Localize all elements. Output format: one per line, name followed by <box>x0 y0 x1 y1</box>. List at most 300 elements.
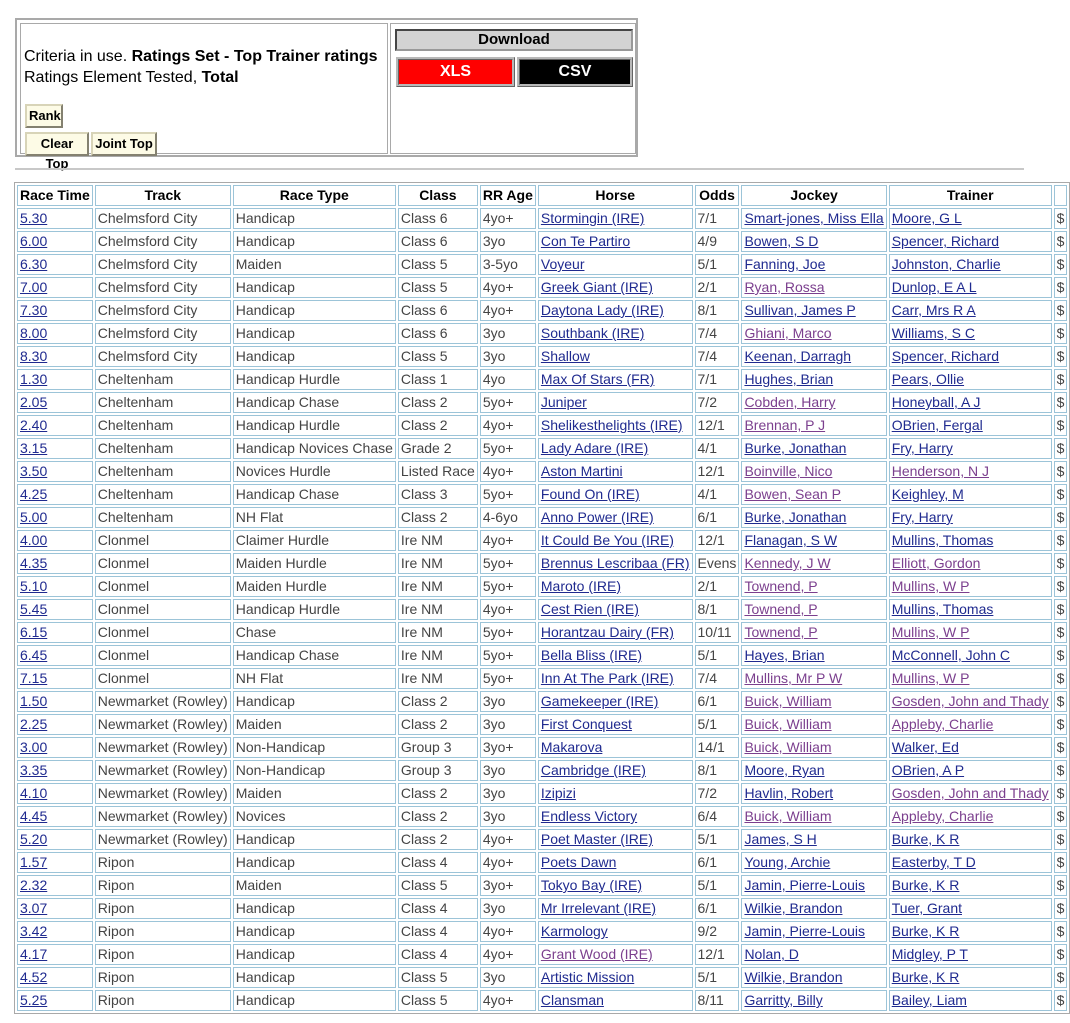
jockey-link[interactable]: Smart-jones, Miss Ella <box>744 210 884 226</box>
jockey-link[interactable]: James, S H <box>744 831 817 847</box>
trainer-link[interactable]: OBrien, A P <box>891 762 965 778</box>
race-time-cell <box>17 484 93 505</box>
rr-age-cell: 5yo+ <box>480 553 536 574</box>
rr-age-cell: 5yo+ <box>480 668 536 689</box>
race-type-cell: Maiden <box>233 254 396 275</box>
download-csv-button[interactable]: CSV <box>517 57 633 87</box>
race-type-cell: Handicap Novices Chase <box>233 438 396 459</box>
jockey-cell <box>741 852 886 873</box>
jockey-link[interactable]: Ryan, Rossa <box>744 279 825 295</box>
odds-cell: 7/4 <box>695 323 740 344</box>
horse-link[interactable]: Cest Rien (IRE) <box>540 601 639 617</box>
trainer-link[interactable]: Gosden, John and Thady <box>891 693 1049 709</box>
jockey-link[interactable]: Mullins, Mr P W <box>744 670 843 686</box>
class-cell: Ire NM <box>398 530 478 551</box>
trainer-link[interactable]: Easterby, T D <box>891 854 976 870</box>
horse-link[interactable]: Con Te Partiro <box>540 233 631 249</box>
race-time-link[interactable]: 6.45 <box>20 647 48 663</box>
horse-cell <box>538 369 693 390</box>
race-time-cell <box>17 921 93 942</box>
class-cell: Class 6 <box>398 208 478 229</box>
extra-cell: $ <box>1054 852 1068 873</box>
track-cell: Clonmel <box>95 599 231 620</box>
odds-cell: 8/11 <box>695 990 740 1011</box>
trainer-link[interactable]: McConnell, John C <box>891 647 1010 663</box>
trainer-link[interactable]: Spencer, Richard <box>891 233 1000 249</box>
jockey-cell <box>741 875 886 896</box>
jockey-link[interactable]: Garritty, Billy <box>744 992 823 1008</box>
rr-age-cell: 4yo+ <box>480 829 536 850</box>
jockey-cell <box>741 645 886 666</box>
race-time-link[interactable]: 3.42 <box>20 923 48 939</box>
race-time-cell <box>17 461 93 482</box>
jockey-cell <box>741 415 886 436</box>
jockey-cell <box>741 438 886 459</box>
race-time-cell <box>17 691 93 712</box>
table-row <box>17 921 1067 942</box>
trainer-link[interactable]: Mullins, W P <box>891 624 970 640</box>
race-time-cell <box>17 346 93 367</box>
horse-link[interactable]: Aston Martini <box>540 463 623 479</box>
class-cell: Ire NM <box>398 553 478 574</box>
odds-cell: 2/1 <box>695 576 740 597</box>
jockey-cell <box>741 369 886 390</box>
rr-age-cell: 4yo+ <box>480 921 536 942</box>
race-time-cell <box>17 392 93 413</box>
race-time-link[interactable]: 7.00 <box>20 279 48 295</box>
race-type-cell: Handicap <box>233 944 396 965</box>
race-time-link[interactable]: 1.57 <box>20 854 48 870</box>
trainer-link[interactable]: Mullins, W P <box>891 578 970 594</box>
extra-cell: $ <box>1054 300 1068 321</box>
class-cell: Class 4 <box>398 921 478 942</box>
rr-age-cell: 3yo <box>480 967 536 988</box>
race-time-cell <box>17 254 93 275</box>
race-time-link[interactable]: 5.30 <box>20 210 48 226</box>
extra-cell: $ <box>1054 967 1068 988</box>
extra-cell: $ <box>1054 254 1068 275</box>
jockey-cell <box>741 783 886 804</box>
trainer-cell <box>889 530 1052 551</box>
race-type-cell: NH Flat <box>233 668 396 689</box>
jockey-link[interactable]: Bowen, S D <box>744 233 819 249</box>
race-type-cell: Handicap <box>233 967 396 988</box>
race-time-link[interactable]: 3.07 <box>20 900 48 916</box>
race-time-link[interactable]: 7.15 <box>20 670 48 686</box>
race-time-link[interactable]: 8.30 <box>20 348 48 364</box>
jockey-link[interactable]: Burke, Jonathan <box>744 509 847 525</box>
trainer-cell <box>889 760 1052 781</box>
rr-age-cell: 3yo <box>480 806 536 827</box>
trainer-cell <box>889 461 1052 482</box>
race-time-link[interactable]: 2.32 <box>20 877 48 893</box>
jockey-cell <box>741 346 886 367</box>
race-type-cell: Handicap <box>233 346 396 367</box>
odds-cell: 8/1 <box>695 599 740 620</box>
trainer-cell <box>889 898 1052 919</box>
trainer-link[interactable]: Mullins, Thomas <box>891 601 994 617</box>
horse-link[interactable]: Juniper <box>540 394 587 410</box>
class-cell: Class 5 <box>398 346 478 367</box>
trainer-link[interactable]: Moore, G L <box>891 210 962 226</box>
jockey-link[interactable]: Ghiani, Marco <box>744 325 832 341</box>
track-cell: Cheltenham <box>95 369 231 390</box>
jockey-cell <box>741 254 886 275</box>
section-divider <box>15 168 1024 170</box>
horse-cell <box>538 990 693 1011</box>
race-time-link[interactable]: 4.35 <box>20 555 48 571</box>
column-header-extra <box>1054 185 1068 206</box>
race-time-link[interactable]: 5.00 <box>20 509 48 525</box>
race-time-link[interactable]: 3.00 <box>20 739 48 755</box>
criteria-prefix: Criteria in use. <box>24 48 132 65</box>
rr-age-cell: 3yo <box>480 783 536 804</box>
trainer-cell <box>889 645 1052 666</box>
horse-link[interactable]: Gamekeeper (IRE) <box>540 693 659 709</box>
class-cell: Class 2 <box>398 714 478 735</box>
table-row <box>17 208 1067 229</box>
criteria-info-cell <box>20 23 388 171</box>
race-time-link[interactable]: 3.50 <box>20 463 48 479</box>
race-type-cell: Handicap Chase <box>233 645 396 666</box>
horse-link[interactable]: Clansman <box>540 992 604 1008</box>
race-type-cell: Handicap Chase <box>233 484 396 505</box>
class-cell: Class 2 <box>398 392 478 413</box>
extra-cell: $ <box>1054 346 1068 367</box>
race-type-cell: Handicap <box>233 829 396 850</box>
race-time-link[interactable]: 3.35 <box>20 762 48 778</box>
trainer-cell <box>889 783 1052 804</box>
trainer-link[interactable]: Gosden, John and Thady <box>891 785 1049 801</box>
race-type-cell: Maiden Hurdle <box>233 576 396 597</box>
rr-age-cell: 4yo+ <box>480 530 536 551</box>
trainer-link[interactable]: Burke, K R <box>891 969 960 985</box>
table-row <box>17 323 1067 344</box>
trainer-cell <box>889 484 1052 505</box>
class-cell: Class 2 <box>398 691 478 712</box>
race-type-cell: Handicap <box>233 300 396 321</box>
rank-button[interactable]: Rank <box>25 104 63 128</box>
trainer-link[interactable]: Fry, Harry <box>891 509 953 525</box>
download-xls-button[interactable]: XLS <box>396 57 515 87</box>
rr-age-cell: 4yo+ <box>480 944 536 965</box>
horse-link[interactable]: Found On (IRE) <box>540 486 640 502</box>
horse-link[interactable]: Southbank (IRE) <box>540 325 645 341</box>
race-type-cell: Novices Hurdle <box>233 461 396 482</box>
race-time-link[interactable]: 5.25 <box>20 992 48 1008</box>
extra-cell: $ <box>1054 645 1068 666</box>
trainer-link[interactable]: Mullins, Thomas <box>891 532 994 548</box>
class-cell: Class 2 <box>398 507 478 528</box>
jockey-link[interactable]: Burke, Jonathan <box>744 440 847 456</box>
horse-cell <box>538 921 693 942</box>
horse-cell <box>538 415 693 436</box>
race-time-link[interactable]: 8.00 <box>20 325 48 341</box>
track-cell: Chelmsford City <box>95 254 231 275</box>
trainer-cell <box>889 921 1052 942</box>
jockey-link[interactable]: Cobden, Harry <box>744 394 836 410</box>
horse-link[interactable]: Voyeur <box>540 256 585 272</box>
horse-link[interactable]: Horantzau Dairy (FR) <box>540 624 674 640</box>
table-row <box>17 829 1067 850</box>
trainer-link[interactable]: Williams, S C <box>891 325 975 341</box>
download-cell <box>390 23 636 154</box>
trainer-link[interactable]: Walker, Ed <box>891 739 959 755</box>
rr-age-cell: 5yo+ <box>480 392 536 413</box>
class-cell: Class 2 <box>398 415 478 436</box>
jockey-link[interactable]: Sullivan, James P <box>744 302 856 318</box>
race-time-link[interactable]: 6.00 <box>20 233 48 249</box>
race-type-cell: Handicap <box>233 898 396 919</box>
trainer-cell <box>889 553 1052 574</box>
jockey-link[interactable]: Jamin, Pierre-Louis <box>744 877 866 893</box>
horse-link[interactable]: Mr Irrelevant (IRE) <box>540 900 657 916</box>
race-time-cell <box>17 438 93 459</box>
trainer-link[interactable]: Keighley, M <box>891 486 964 502</box>
trainer-cell <box>889 576 1052 597</box>
jockey-cell <box>741 898 886 919</box>
race-time-link[interactable]: 2.05 <box>20 394 48 410</box>
trainer-link[interactable]: Appleby, Charlie <box>891 808 994 824</box>
table-row <box>17 737 1067 758</box>
table-row <box>17 415 1067 436</box>
horse-link[interactable]: Lady Adare (IRE) <box>540 440 649 456</box>
horse-cell <box>538 967 693 988</box>
horse-link[interactable]: It Could Be You (IRE) <box>540 532 674 548</box>
table-header-row <box>17 185 1067 206</box>
horse-cell <box>538 576 693 597</box>
table-row <box>17 783 1067 804</box>
clear-top-button[interactable]: Clear Top <box>25 132 89 156</box>
class-cell: Class 3 <box>398 484 478 505</box>
horse-link[interactable]: Izipizi <box>540 785 576 801</box>
class-cell: Class 5 <box>398 990 478 1011</box>
jockey-link[interactable]: Buick, William <box>744 693 832 709</box>
race-time-link[interactable]: 5.45 <box>20 601 48 617</box>
jockey-link[interactable]: Jamin, Pierre-Louis <box>744 923 866 939</box>
race-time-link[interactable]: 4.45 <box>20 808 48 824</box>
trainer-link[interactable]: Appleby, Charlie <box>891 716 994 732</box>
horse-link[interactable]: Grant Wood (IRE) <box>540 946 653 962</box>
column-header-class: Class <box>398 185 478 206</box>
race-time-link[interactable]: 2.40 <box>20 417 48 433</box>
race-time-link[interactable]: 3.15 <box>20 440 48 456</box>
horse-link[interactable]: First Conquest <box>540 716 632 732</box>
race-time-link[interactable]: 4.17 <box>20 946 48 962</box>
horse-link[interactable]: Bella Bliss (IRE) <box>540 647 643 663</box>
jockey-link[interactable]: Wilkie, Brandon <box>744 969 843 985</box>
race-time-link[interactable]: 4.10 <box>20 785 48 801</box>
jockey-link[interactable]: Fanning, Joe <box>744 256 826 272</box>
horse-link[interactable]: Tokyo Bay (IRE) <box>540 877 643 893</box>
jockey-link[interactable]: Buick, William <box>744 716 832 732</box>
horse-link[interactable]: Greek Giant (IRE) <box>540 279 653 295</box>
horse-link[interactable]: Artistic Mission <box>540 969 635 985</box>
race-time-link[interactable]: 5.20 <box>20 831 48 847</box>
jockey-link[interactable]: Boinville, Nico <box>744 463 833 479</box>
jockey-link[interactable]: Moore, Ryan <box>744 762 825 778</box>
horse-link[interactable]: Brennus Lescribaa (FR) <box>540 555 690 571</box>
track-cell: Ripon <box>95 944 231 965</box>
race-type-cell: Handicap <box>233 691 396 712</box>
horse-link[interactable]: Inn At The Park (IRE) <box>540 670 674 686</box>
jockey-cell <box>741 737 886 758</box>
odds-cell: 2/1 <box>695 277 740 298</box>
track-cell: Ripon <box>95 967 231 988</box>
horse-link[interactable]: Shelikesthelights (IRE) <box>540 417 683 433</box>
rr-age-cell: 4yo+ <box>480 461 536 482</box>
trainer-link[interactable]: Mullins, W P <box>891 670 970 686</box>
odds-cell: 4/9 <box>695 231 740 252</box>
table-row <box>17 461 1067 482</box>
race-time-link[interactable]: 1.30 <box>20 371 48 387</box>
trainer-link[interactable]: Burke, K R <box>891 831 960 847</box>
rr-age-cell: 3yo <box>480 898 536 919</box>
download-header: Download <box>395 29 633 51</box>
trainer-link[interactable]: Dunlop, E A L <box>891 279 977 295</box>
trainer-link[interactable]: Tuer, Grant <box>891 900 962 916</box>
race-time-link[interactable]: 6.15 <box>20 624 48 640</box>
extra-cell: $ <box>1054 990 1068 1011</box>
race-type-cell: Handicap <box>233 921 396 942</box>
jockey-link[interactable]: Keenan, Darragh <box>744 348 852 364</box>
horse-link[interactable]: Max Of Stars (FR) <box>540 371 655 387</box>
column-header-rr-age: RR Age <box>480 185 536 206</box>
track-cell: Clonmel <box>95 668 231 689</box>
horse-link[interactable]: Anno Power (IRE) <box>540 509 654 525</box>
trainer-link[interactable]: Fry, Harry <box>891 440 953 456</box>
race-time-link[interactable]: 1.50 <box>20 693 48 709</box>
race-time-cell <box>17 806 93 827</box>
horse-link[interactable]: Karmology <box>540 923 608 939</box>
horse-link[interactable]: Makarova <box>540 739 603 755</box>
race-time-link[interactable]: 4.00 <box>20 532 48 548</box>
track-cell: Chelmsford City <box>95 346 231 367</box>
class-cell: Class 5 <box>398 277 478 298</box>
horse-cell <box>538 461 693 482</box>
jockey-link[interactable]: Buick, William <box>744 808 832 824</box>
trainer-link[interactable]: Carr, Mrs R A <box>891 302 976 318</box>
odds-cell: 5/1 <box>695 875 740 896</box>
extra-cell: $ <box>1054 415 1068 436</box>
rr-age-cell: 5yo+ <box>480 484 536 505</box>
trainer-link[interactable]: Burke, K R <box>891 877 960 893</box>
trainer-cell <box>889 737 1052 758</box>
race-time-cell <box>17 208 93 229</box>
joint-top-button[interactable]: Joint Top <box>91 132 157 156</box>
horse-link[interactable]: Poets Dawn <box>540 854 617 870</box>
jockey-link[interactable]: Townend, P <box>744 624 818 640</box>
horse-link[interactable]: Daytona Lady (IRE) <box>540 302 664 318</box>
rr-age-cell: 5yo+ <box>480 622 536 643</box>
trainer-link[interactable]: Honeyball, A J <box>891 394 981 410</box>
rr-age-cell: 4yo+ <box>480 852 536 873</box>
race-time-cell <box>17 231 93 252</box>
race-time-link[interactable]: 5.10 <box>20 578 48 594</box>
odds-cell: 7/2 <box>695 783 740 804</box>
trainer-link[interactable]: Pears, Ollie <box>891 371 965 387</box>
track-cell: Cheltenham <box>95 438 231 459</box>
trainer-cell <box>889 415 1052 436</box>
trainer-link[interactable]: Midgley, P T <box>891 946 968 962</box>
jockey-link[interactable]: Townend, P <box>744 601 818 617</box>
class-cell: Ire NM <box>398 622 478 643</box>
rr-age-cell: 4yo+ <box>480 277 536 298</box>
track-cell: Clonmel <box>95 553 231 574</box>
jockey-link[interactable]: Brennan, P J <box>744 417 826 433</box>
jockey-link[interactable]: Havlin, Robert <box>744 785 834 801</box>
jockey-cell <box>741 806 886 827</box>
odds-cell: 8/1 <box>695 760 740 781</box>
trainer-link[interactable]: Spencer, Richard <box>891 348 1000 364</box>
track-cell: Ripon <box>95 921 231 942</box>
race-type-cell: Handicap Chase <box>233 392 396 413</box>
race-type-cell: Handicap <box>233 231 396 252</box>
table-row <box>17 346 1067 367</box>
jockey-link[interactable]: Bowen, Sean P <box>744 486 841 502</box>
horse-cell <box>538 760 693 781</box>
element-tested-prefix: Ratings Element Tested, <box>24 69 202 86</box>
horse-cell <box>538 277 693 298</box>
horse-cell <box>538 484 693 505</box>
race-time-cell <box>17 760 93 781</box>
trainer-link[interactable]: Elliott, Gordon <box>891 555 981 571</box>
trainer-link[interactable]: Burke, K R <box>891 923 960 939</box>
trainer-link[interactable]: Henderson, N J <box>891 463 989 479</box>
jockey-link[interactable]: Buick, William <box>744 739 832 755</box>
horse-link[interactable]: Maroto (IRE) <box>540 578 622 594</box>
extra-cell: $ <box>1054 438 1068 459</box>
race-time-cell <box>17 829 93 850</box>
race-time-link[interactable]: 7.30 <box>20 302 48 318</box>
race-time-cell <box>17 668 93 689</box>
race-time-cell <box>17 645 93 666</box>
horse-link[interactable]: Cambridge (IRE) <box>540 762 646 778</box>
jockey-link[interactable]: Townend, P <box>744 578 818 594</box>
odds-cell: 12/1 <box>695 944 740 965</box>
table-row <box>17 576 1067 597</box>
trainer-link[interactable]: Bailey, Liam <box>891 992 967 1008</box>
trainer-link[interactable]: Johnston, Charlie <box>891 256 1001 272</box>
results-table-container[interactable] <box>14 182 1065 1012</box>
trainer-link[interactable]: OBrien, Fergal <box>891 417 983 433</box>
race-time-link[interactable]: 4.25 <box>20 486 48 502</box>
jockey-cell <box>741 967 886 988</box>
horse-link[interactable]: Poet Master (IRE) <box>540 831 653 847</box>
column-header-trainer: Trainer <box>889 185 1052 206</box>
extra-cell: $ <box>1054 553 1068 574</box>
jockey-link[interactable]: Hughes, Brian <box>744 371 834 387</box>
horse-link[interactable]: Shallow <box>540 348 590 364</box>
race-time-cell <box>17 783 93 804</box>
table-row <box>17 990 1067 1011</box>
race-time-link[interactable]: 6.30 <box>20 256 48 272</box>
track-cell: Clonmel <box>95 645 231 666</box>
race-time-link[interactable]: 4.52 <box>20 969 48 985</box>
jockey-cell <box>741 599 886 620</box>
horse-link[interactable]: Stormingin (IRE) <box>540 210 645 226</box>
jockey-link[interactable]: Hayes, Brian <box>744 647 825 663</box>
jockey-link[interactable]: Kennedy, J W <box>744 555 831 571</box>
jockey-link[interactable]: Nolan, D <box>744 946 799 962</box>
jockey-link[interactable]: Young, Archie <box>744 854 831 870</box>
jockey-link[interactable]: Flanagan, S W <box>744 532 838 548</box>
rr-age-cell: 3yo <box>480 760 536 781</box>
class-cell: Ire NM <box>398 576 478 597</box>
jockey-link[interactable]: Wilkie, Brandon <box>744 900 843 916</box>
race-time-link[interactable]: 2.25 <box>20 716 48 732</box>
horse-link[interactable]: Endless Victory <box>540 808 638 824</box>
